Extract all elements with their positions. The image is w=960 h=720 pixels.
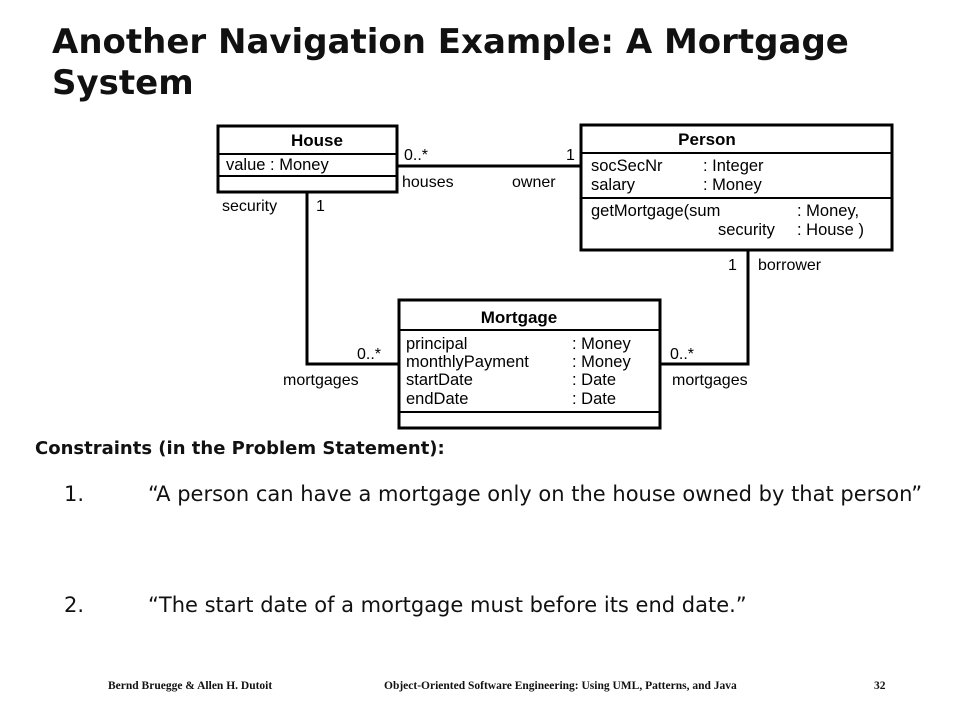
footer-page-number: 32 [874, 680, 886, 692]
class-person-attr-type: : Integer [703, 157, 764, 175]
class-mortgage-attr-name: startDate [406, 371, 473, 389]
assoc-role: security [222, 198, 278, 215]
assoc-role: mortgages [283, 372, 359, 389]
class-person-attr-type: : Money [703, 176, 762, 194]
class-mortgage-attr-name: monthlyPayment [406, 353, 529, 371]
class-mortgage [399, 300, 660, 428]
constraint-text: “A person can have a mortgage only on the house owned by that person” [148, 482, 923, 506]
class-person-operation-type: : Money, [797, 202, 860, 220]
class-mortgage-attr-type: : Date [572, 371, 617, 389]
assoc-role: borrower [758, 257, 822, 274]
assoc-multiplicity: 1 [316, 198, 325, 215]
class-mortgage-attr-name: principal [406, 335, 468, 353]
class-mortgage-attr-type: : Money [572, 335, 631, 353]
class-person-operation-type: : House ) [797, 221, 864, 239]
assoc-multiplicity: 0..* [357, 346, 382, 363]
footer-authors: Bernd Bruegge & Allen H. Dutoit [108, 680, 273, 692]
class-mortgage-attr-type: : Date [572, 390, 617, 408]
constraint-text: “The start date of a mortgage must before its end date.” [148, 593, 747, 617]
class-person-operation-name: getMortgage(sum [591, 202, 721, 220]
class-mortgage-attr-name: endDate [406, 390, 469, 408]
assoc-line-house-mortgage [307, 192, 399, 364]
class-person-attr-name: socSecNr [591, 157, 663, 175]
class-mortgage-attr-type: : Money [572, 353, 631, 371]
assoc-role: mortgages [672, 372, 748, 389]
constraints-heading: Constraints (in the Problem Statement): [35, 438, 445, 459]
class-person-operation-param: security [718, 221, 775, 239]
assoc-multiplicity: 0..* [404, 147, 429, 164]
class-house-attr-value: value : Money [226, 156, 329, 174]
class-person-attr-name: salary [591, 176, 636, 194]
footer-book-title: Object-Oriented Software Engineering: Using UML, Patterns, and Java [384, 680, 737, 692]
class-house [218, 126, 397, 192]
constraint-number: 1. [64, 482, 85, 506]
class-person-name: Person [678, 130, 736, 149]
class-mortgage-name: Mortgage [480, 308, 558, 327]
assoc-multiplicity: 1 [728, 257, 737, 274]
assoc-multiplicity: 0..* [670, 346, 695, 363]
class-person [581, 125, 892, 250]
assoc-multiplicity: 1 [566, 147, 575, 164]
assoc-role: houses [402, 174, 454, 191]
assoc-role: owner [512, 174, 556, 191]
class-house-name: House [291, 131, 343, 150]
slide-title: Another Navigation Example: A Mortgage System [52, 22, 849, 103]
constraint-number: 2. [64, 593, 85, 617]
